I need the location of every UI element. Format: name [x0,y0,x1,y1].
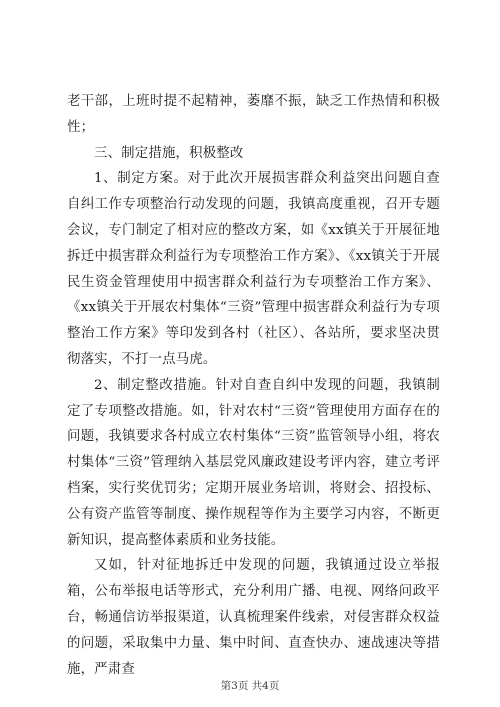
page-footer: 第3页 共4页 [220,680,280,692]
paragraph-measures: 2、制定整改措施。针对自查自纠中发现的问题，我镇制定了专项整改措施。如，针对农村“三资”管理使用方面存在的问题，我镇要求各村成立农村集体“三资”监管领导小组，将农村集体“三资”管理纳入基层党风廉政建设考评内容，建立考评档案，实行奖优罚劣；定期开展业务培训，将财会、招投标、公有资产监管等制度、操作规程等作为主要学习内容，不断更新知识，提高整体素质和业务技能。 [67,377,440,548]
paragraph-continuation: 老干部，上班时提不起精神，萎靡不振，缺乏工作热情和积极性； [67,94,440,135]
paragraph-plan: 1、制定方案。对于此次开展损害群众利益突出问题自查自纠工作专项整治行动发现的问题，我镇高度重视，召开专题会议，专门制定了相对应的整改方案，如《xx镇关于开展征地拆迁中损害群众利益行为专项整治工作方案》、《xx镇关于开展民生资金管理使用中损害群众利益行为专项整治工作方案》、《xx镇关于开展农村集体“三资”管理中损害群众利益行为专项整治工作方案》等印发到各村（社区）、各站所，要求坚决贯彻落实，不打一点马虎。 [67,171,440,367]
section-heading: 三、制定措施，积极整改 [94,145,244,161]
paragraph-example: 又如，针对征地拆迁中发现的问题，我镇通过设立举报箱，公布举报电话等形式，充分利用广播、电视、网络问政平台，畅通信访举报渠道，认真梳理案件线索，对侵害群众权益的问题，采取集中力量、集中时间、直查快办、速战速决等措施，严肃查 [67,558,440,677]
document-body [67,89,440,682]
